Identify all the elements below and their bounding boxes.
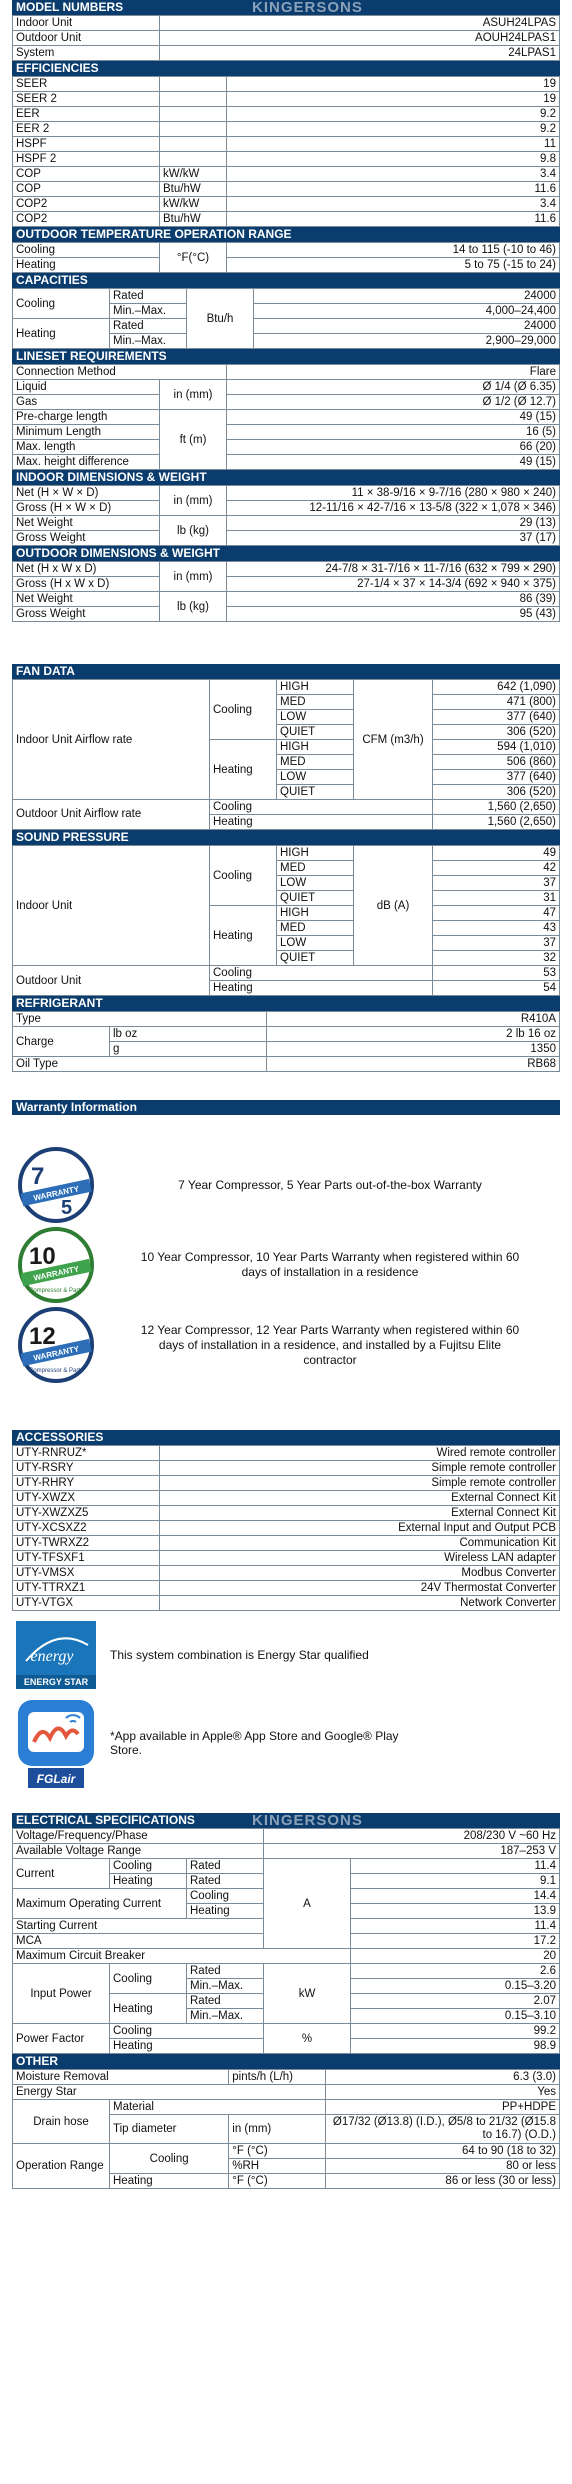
warranty-text: 12 Year Compressor, 12 Year Parts Warranty when registered within 60 days of installation in a residence, and installed by a Fujitsu Elite contractor bbox=[140, 1322, 520, 1367]
table-row: Tip diameter in (mm) Ø17/32 (Ø13.8) (I.D.), Ø5/8 to 21/32 (Ø15.8 to 16.7) (O.D.) bbox=[13, 2115, 560, 2144]
table-row: QUIET 306 (520) bbox=[13, 785, 560, 800]
table-row: Heating 98.9 bbox=[13, 2039, 560, 2054]
table-row: Maximum Operating Current Cooling 14.4 bbox=[13, 1889, 560, 1904]
table-row: UTY-TWRXZ2 Communication Kit bbox=[13, 1536, 560, 1551]
table-row: UTY-XCSXZ2 External Input and Output PCB bbox=[13, 1521, 560, 1536]
section-accessories: ACCESSORIES bbox=[12, 1430, 560, 1445]
table-row: COP2 Btu/hW 11.6 bbox=[13, 212, 560, 227]
outdoor-dim-table bbox=[12, 561, 560, 622]
table-row: Connection Method Flare bbox=[13, 365, 560, 380]
table-row: Moisture Removal pints/h (L/h) 6.3 (3.0) bbox=[13, 2070, 560, 2085]
table-row: Gross Weight 95 (43) bbox=[13, 607, 560, 622]
table-row: Heating °F (°C) 86 or less (30 or less) bbox=[13, 2174, 560, 2189]
refrigerant-table bbox=[12, 1011, 560, 1072]
section-warranty: Warranty Information bbox=[12, 1100, 560, 1115]
table-row: Max. length 66 (20) bbox=[13, 440, 560, 455]
section-indoor-dimensions: INDOOR DIMENSIONS & WEIGHT bbox=[12, 470, 560, 485]
table-row: Gross (H x W x D) 27-1/4 × 37 × 14-3/4 (692 × 940 × 375) bbox=[13, 577, 560, 592]
table-row: LOW 377 (640) bbox=[13, 710, 560, 725]
watermark: KINGERSONS bbox=[252, 1812, 363, 1829]
svg-text:FGLair: FGLair bbox=[36, 1772, 76, 1786]
section-electrical: ELECTRICAL SPECIFICATIONS KINGERSONS bbox=[12, 1813, 560, 1828]
spacer bbox=[12, 622, 560, 664]
indoor-dim-table bbox=[12, 485, 560, 546]
warranty-text: 10 Year Compressor, 10 Year Parts Warranty when registered within 60 days of installation in a residence bbox=[140, 1250, 520, 1279]
watermark: KINGERSONS bbox=[252, 0, 363, 16]
energy-star-row bbox=[12, 1617, 560, 1693]
table-row: Drain hose Material PP+HDPE bbox=[13, 2100, 560, 2115]
table-row: SEER 19 bbox=[13, 77, 560, 92]
table-row: Oil Type RB68 bbox=[13, 1057, 560, 1072]
svg-text:5: 5 bbox=[61, 1197, 73, 1219]
table-row: QUIET 306 (520) bbox=[13, 725, 560, 740]
table-row: MED 42 bbox=[13, 861, 560, 876]
section-refrigerant: REFRIGERANT bbox=[12, 996, 560, 1011]
table-row: Type R410A bbox=[13, 1012, 560, 1027]
table-row: EER 9.2 bbox=[13, 107, 560, 122]
table-row: MED 43 bbox=[13, 921, 560, 936]
table-row: Power Factor Cooling % 99.2 bbox=[13, 2024, 560, 2039]
warranty-10-badge-icon bbox=[12, 1226, 100, 1304]
table-row: Outdoor Unit Cooling 53 bbox=[13, 966, 560, 981]
table-row: Min.–Max. 0.15–3.10 bbox=[13, 2009, 560, 2024]
section-outdoor-dimensions: OUTDOOR DIMENSIONS & WEIGHT bbox=[12, 546, 560, 561]
svg-text:Compressor & Parts: Compressor & Parts bbox=[28, 1288, 84, 1294]
spacer bbox=[12, 1072, 560, 1100]
table-row: UTY-RSRY Simple remote controller bbox=[13, 1461, 560, 1476]
table-row: Charge lb oz 2 lb 16 oz bbox=[13, 1027, 560, 1042]
efficiencies-table bbox=[12, 76, 560, 227]
energy-star-logo-icon bbox=[12, 1620, 100, 1690]
table-row: UTY-XWZXZ5 External Connect Kit bbox=[13, 1506, 560, 1521]
section-capacities: CAPACITIES bbox=[12, 273, 560, 288]
svg-text:WARRANTY: WARRANTY bbox=[32, 1184, 80, 1203]
table-row: Net Weight lb (kg) 86 (39) bbox=[13, 592, 560, 607]
table-row: Gross Weight 37 (17) bbox=[13, 531, 560, 546]
table-row: EER 2 9.2 bbox=[13, 122, 560, 137]
table-row: Starting Current 11.4 bbox=[13, 1919, 560, 1934]
table-row: COP kW/kW 3.4 bbox=[13, 167, 560, 182]
sound-table bbox=[12, 845, 560, 996]
table-row: %RH 80 or less bbox=[13, 2159, 560, 2174]
table-row: HSPF 2 9.8 bbox=[13, 152, 560, 167]
table-row: COP Btu/hW 11.6 bbox=[13, 182, 560, 197]
table-row: Min.–Max. 2,900–29,000 bbox=[13, 334, 560, 349]
table-row: Net (H x W x D) in (mm) 24-7/8 × 31-7/16 × 11-7/16 (632 × 799 × 290) bbox=[13, 562, 560, 577]
table-row: Heating HIGH 594 (1,010) bbox=[13, 740, 560, 755]
outdoor-temp-table bbox=[12, 242, 560, 273]
table-row: Heating Rated 9.1 bbox=[13, 1874, 560, 1889]
table-row: g 1350 bbox=[13, 1042, 560, 1057]
svg-text:12: 12 bbox=[29, 1323, 56, 1350]
table-row: Heating Rated 2.07 bbox=[13, 1994, 560, 2009]
table-row: MED 506 (860) bbox=[13, 755, 560, 770]
table-row: Current Cooling Rated A 11.4 bbox=[13, 1859, 560, 1874]
table-row: Indoor Unit Airflow rate Cooling HIGH CFM (m3/h) 642 (1,090) bbox=[13, 680, 560, 695]
svg-text:Compressor & Parts: Compressor & Parts bbox=[28, 1368, 84, 1374]
table-row: Maximum Circuit Breaker 20 bbox=[13, 1949, 560, 1964]
table-row: Heating 54 bbox=[13, 981, 560, 996]
table-row: QUIET 32 bbox=[13, 951, 560, 966]
capacities-table bbox=[12, 288, 560, 349]
table-row: QUIET 31 bbox=[13, 891, 560, 906]
table-row: Gas Ø 1/2 (Ø 12.7) bbox=[13, 395, 560, 410]
table-row: UTY-VMSX Modbus Converter bbox=[13, 1566, 560, 1581]
table-row: Net (H × W × D) in (mm) 11 × 38-9/16 × 9-7/16 (280 × 980 × 240) bbox=[13, 486, 560, 501]
app-row bbox=[12, 1693, 560, 1793]
table-row: System 24LPAS1 bbox=[13, 46, 560, 61]
table-row: UTY-RHRY Simple remote controller bbox=[13, 1476, 560, 1491]
section-sound-pressure: SOUND PRESSURE bbox=[12, 830, 560, 845]
table-row: Cooling Rated Btu/h 24000 bbox=[13, 289, 560, 304]
table-row: Outdoor Unit Airflow rate Cooling 1,560 (2,650) bbox=[13, 800, 560, 815]
svg-text:ENERGY STAR: ENERGY STAR bbox=[23, 1677, 89, 1687]
model-table bbox=[12, 15, 560, 61]
svg-text:energy: energy bbox=[30, 1648, 74, 1665]
table-row: LOW 37 bbox=[13, 876, 560, 891]
table-row: Input Power Cooling Rated kW 2.6 bbox=[13, 1964, 560, 1979]
table-row: Outdoor Unit AOUH24LPAS1 bbox=[13, 31, 560, 46]
table-row: UTY-TFSXF1 Wireless LAN adapter bbox=[13, 1551, 560, 1566]
fan-table bbox=[12, 679, 560, 830]
other-table bbox=[12, 2069, 560, 2189]
warranty-text: 7 Year Compressor, 5 Year Parts out-of-the-box Warranty bbox=[178, 1177, 482, 1192]
lineset-table bbox=[12, 364, 560, 470]
app-text: *App available in Apple® App Store and Google® Play Store. bbox=[110, 1729, 399, 1757]
table-row: UTY-XWZX External Connect Kit bbox=[13, 1491, 560, 1506]
table-row: Indoor Unit ASUH24LPAS bbox=[13, 16, 560, 31]
table-row: COP2 kW/kW 3.4 bbox=[13, 197, 560, 212]
warranty-item bbox=[12, 1145, 560, 1225]
warranty-item bbox=[12, 1305, 560, 1385]
table-row: LOW 377 (640) bbox=[13, 770, 560, 785]
warranty-12-badge-icon bbox=[12, 1306, 100, 1384]
spacer bbox=[12, 1385, 560, 1430]
table-row: Indoor Unit Cooling HIGH dB (A) 49 bbox=[13, 846, 560, 861]
svg-text:WARRANTY: WARRANTY bbox=[32, 1264, 80, 1283]
electrical-table bbox=[12, 1828, 560, 2054]
table-row: Heating 1,560 (2,650) bbox=[13, 815, 560, 830]
section-other: OTHER bbox=[12, 2054, 560, 2069]
table-row: Voltage/Frequency/Phase 208/230 V ~60 Hz bbox=[13, 1829, 560, 1844]
fglair-app-icon bbox=[12, 1695, 100, 1791]
energy-star-text: This system combination is Energy Star qualified bbox=[110, 1648, 369, 1662]
table-row: UTY-RNRUZ* Wired remote controller bbox=[13, 1446, 560, 1461]
table-row: Energy Star Yes bbox=[13, 2085, 560, 2100]
table-row: Gross (H × W × D) 12-11/16 × 42-7/16 × 13-5/8 (322 × 1,078 × 346) bbox=[13, 501, 560, 516]
table-row: Heating HIGH 47 bbox=[13, 906, 560, 921]
table-row: LOW 37 bbox=[13, 936, 560, 951]
table-row: MCA 17.2 bbox=[13, 1934, 560, 1949]
table-row: Minimum Length 16 (5) bbox=[13, 425, 560, 440]
table-row: Min.–Max. 0.15–3.20 bbox=[13, 1979, 560, 1994]
section-lineset: LINESET REQUIREMENTS bbox=[12, 349, 560, 364]
table-row: Heating 5 to 75 (-15 to 24) bbox=[13, 258, 560, 273]
table-row: MED 471 (800) bbox=[13, 695, 560, 710]
spec-sheet bbox=[12, 0, 560, 2189]
section-model-numbers: MODEL NUMBERS KINGERSONS bbox=[12, 0, 560, 15]
table-row: Heating 13.9 bbox=[13, 1904, 560, 1919]
table-row: Net Weight lb (kg) 29 (13) bbox=[13, 516, 560, 531]
table-row: Heating Rated 24000 bbox=[13, 319, 560, 334]
table-row: SEER 2 19 bbox=[13, 92, 560, 107]
accessories-table bbox=[12, 1445, 560, 1611]
table-row: UTY-TTRXZ1 24V Thermostat Converter bbox=[13, 1581, 560, 1596]
table-row: Pre-charge length ft (m) 49 (15) bbox=[13, 410, 560, 425]
section-efficiencies: EFFICIENCIES bbox=[12, 61, 560, 76]
table-row: Cooling °F(°C) 14 to 115 (-10 to 46) bbox=[13, 243, 560, 258]
table-row: Operation Range Cooling °F (°C) 64 to 90 (18 to 32) bbox=[13, 2144, 560, 2159]
section-outdoor-temp: OUTDOOR TEMPERATURE OPERATION RANGE bbox=[12, 227, 560, 242]
table-row: Available Voltage Range 187–253 V bbox=[13, 1844, 560, 1859]
svg-text:10: 10 bbox=[29, 1243, 56, 1270]
table-row: HSPF 11 bbox=[13, 137, 560, 152]
warranty-item bbox=[12, 1225, 560, 1305]
table-row: Max. height difference 49 (15) bbox=[13, 455, 560, 470]
table-row: Liquid in (mm) Ø 1/4 (Ø 6.35) bbox=[13, 380, 560, 395]
svg-text:7: 7 bbox=[31, 1163, 45, 1190]
table-row: UTY-VTGX Network Converter bbox=[13, 1596, 560, 1611]
section-fan-data: FAN DATA bbox=[12, 664, 560, 679]
warranty-7-5-badge-icon bbox=[12, 1146, 100, 1224]
table-row: Min.–Max. 4,000–24,400 bbox=[13, 304, 560, 319]
svg-text:WARRANTY: WARRANTY bbox=[32, 1344, 80, 1363]
